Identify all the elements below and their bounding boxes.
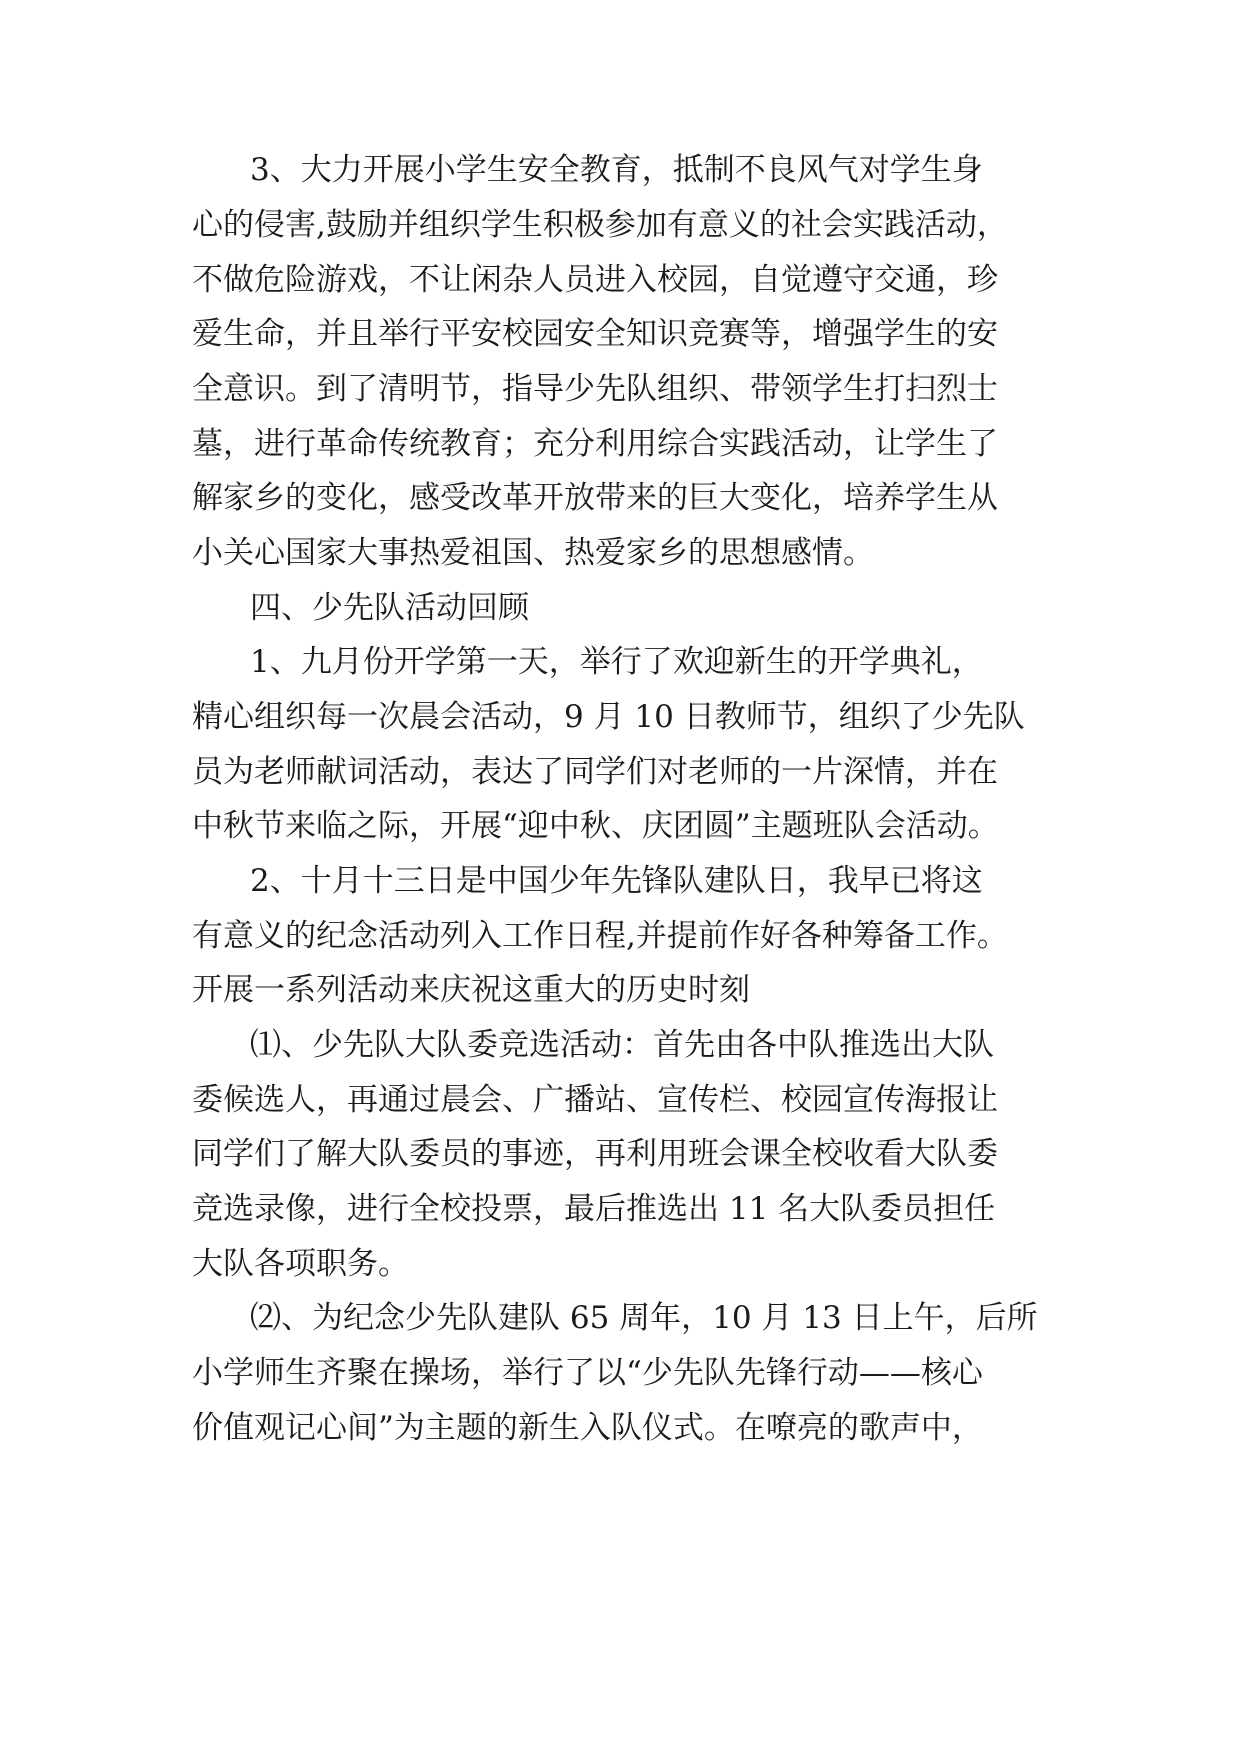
paragraph-line: 3、大力开展小学生安全教育，抵制不良风气对学生身 xyxy=(250,152,983,188)
paragraph-line: 员为老师献词活动，表达了同学们对老师的一片深情，并在 xyxy=(192,754,998,790)
paragraph-line: 同学们了解大队委员的事迹，再利用班会课全校收看大队委 xyxy=(192,1136,998,1172)
paragraph-line: 精心组织每一次晨会活动，9 月 10 日教师节，组织了少先队 xyxy=(192,699,1025,735)
paragraph-line: 全意识。到了清明节，指导少先队组织、带领学生打扫烈士 xyxy=(192,371,998,407)
paragraph-line: 心的侵害,鼓励并组织学生积极参加有意义的社会实践活动， xyxy=(192,207,1008,243)
paragraph-line: ⑵、为纪念少先队建队 65 周年，10 月 13 日上午，后所 xyxy=(250,1300,1038,1336)
paragraph-line: 开展一系列活动来庆祝这重大的历史时刻 xyxy=(192,972,750,1008)
paragraph-line: 有意义的纪念活动列入工作日程,并提前作好各种筹备工作。 xyxy=(192,918,1008,954)
paragraph-line: 墓，进行革命传统教育；充分利用综合实践活动，让学生了 xyxy=(192,426,998,462)
paragraph-line: 大队各项职务。 xyxy=(192,1246,409,1282)
paragraph-line: 小关心国家大事热爱祖国、热爱家乡的思想感情。 xyxy=(192,535,874,571)
paragraph-line: 不做危险游戏，不让闲杂人员进入校园，自觉遵守交通，珍 xyxy=(192,262,998,298)
paragraph-line: 价值观记心间”为主题的新生入队仪式。在嘹亮的歌声中， xyxy=(192,1410,983,1446)
paragraph-line: 1、九月份开学第一天，举行了欢迎新生的开学典礼， xyxy=(250,644,983,680)
paragraph-line: 2、十月十三日是中国少年先锋队建队日，我早已将这 xyxy=(250,863,983,899)
section-heading: 四、少先队活动回顾 xyxy=(250,590,529,626)
paragraph-line: 小学师生齐聚在操场，举行了以“少先队先锋行动——核心 xyxy=(192,1355,983,1391)
paragraph-line: 竞选录像，进行全校投票，最后推选出 11 名大队委员担任 xyxy=(192,1191,996,1227)
paragraph-line: ⑴、少先队大队委竞选活动：首先由各中队推选出大队 xyxy=(250,1027,994,1063)
paragraph-line: 爱生命，并且举行平安校园安全知识竞赛等，增强学生的安 xyxy=(192,316,998,352)
paragraph-line: 解家乡的变化，感受改革开放带来的巨大变化，培养学生从 xyxy=(192,480,998,516)
paragraph-line: 中秋节来临之际，开展“迎中秋、庆团圆”主题班队会活动。 xyxy=(192,808,999,844)
paragraph-line: 委候选人，再通过晨会、广播站、宣传栏、校园宣传海报让 xyxy=(192,1082,998,1118)
